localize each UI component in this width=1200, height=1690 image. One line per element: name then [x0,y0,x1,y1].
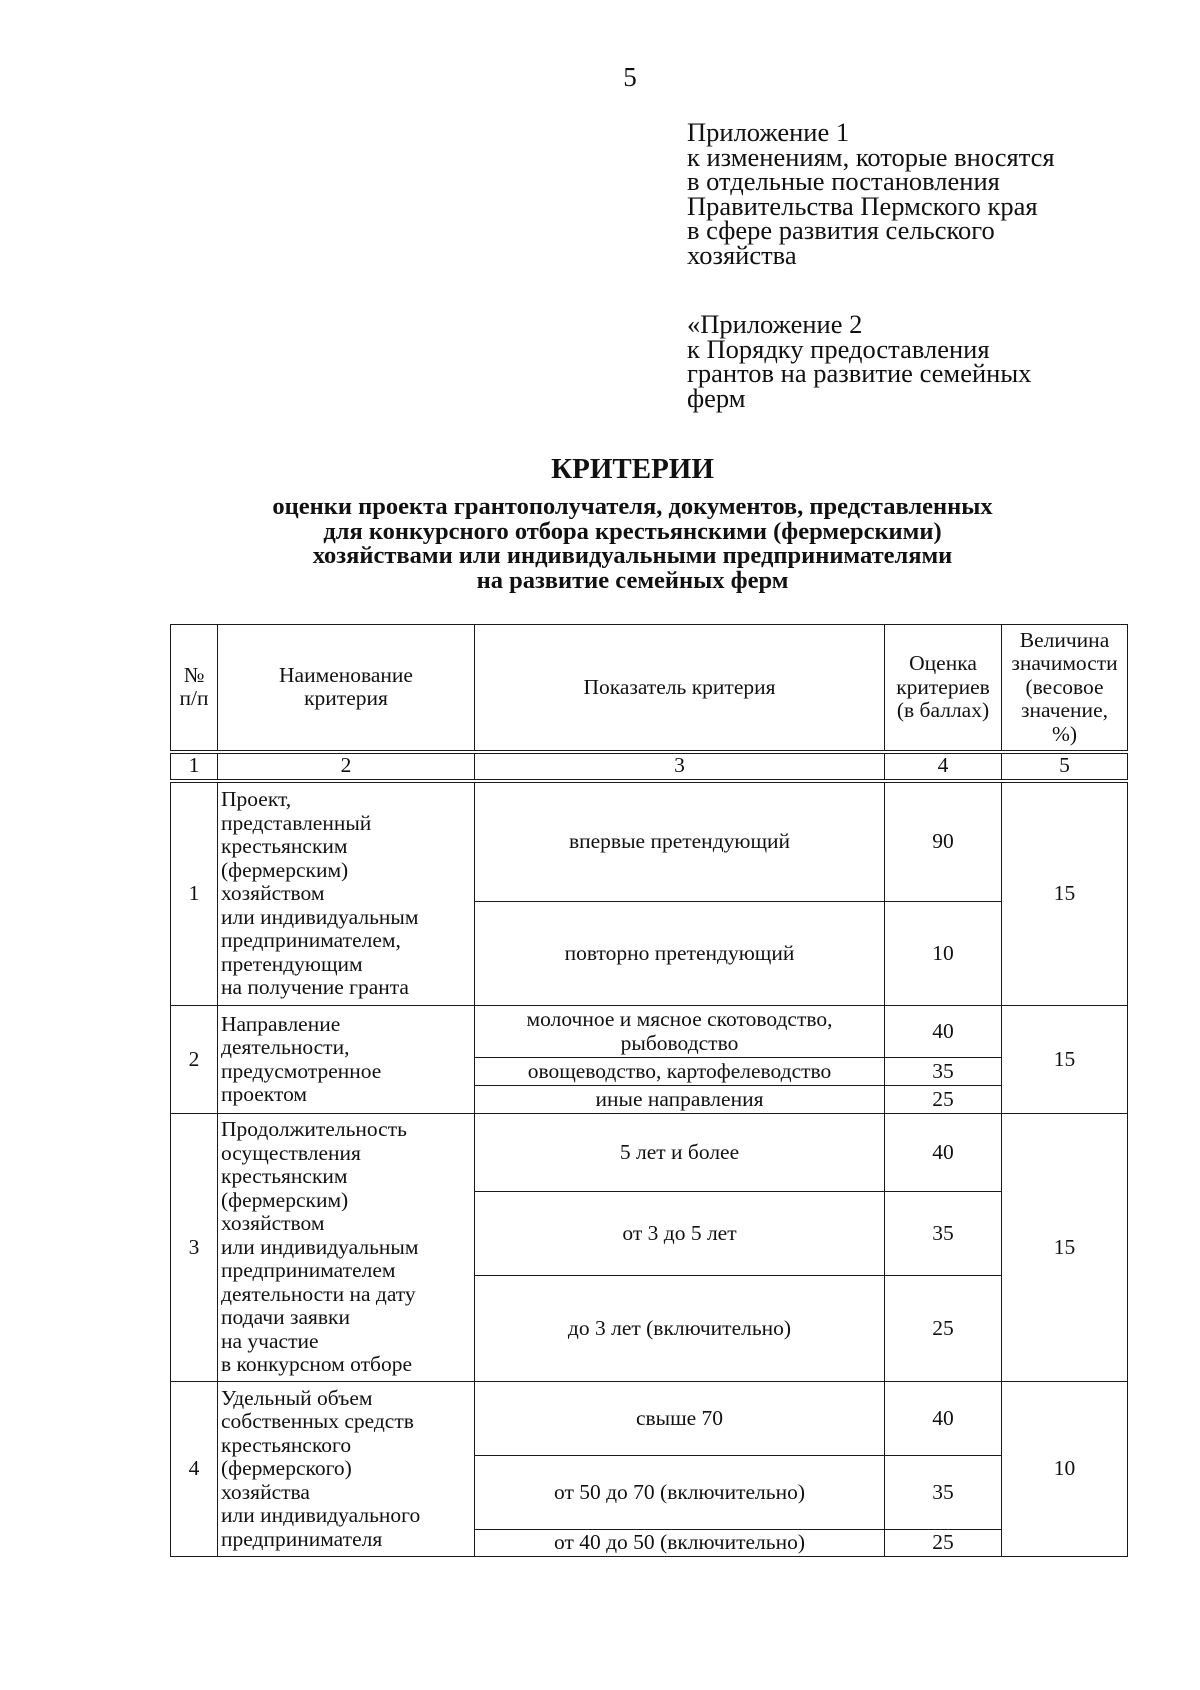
appendix-2-line: грантов на развитие семейных [687,358,1032,388]
criterion-indicator [475,1382,885,1456]
indicator-text: 5 лет и более [619,1139,740,1164]
criterion-indicator [475,1086,885,1114]
criterion-score: 90 [885,781,1002,902]
column-number: 5 [1002,752,1128,781]
criterion-name-line: Продолжительность [221,1117,407,1142]
appendix-1-line: в отдельные постановления [687,166,1000,196]
criterion-name-line: или индивидуальным [221,1234,419,1259]
criterion-score: 35 [885,1456,1002,1530]
criterion-name-line: крестьянским [221,1164,348,1189]
criterion-name-line: крестьянским [221,834,348,858]
table-header-row [171,625,1128,752]
criterion-score: 25 [885,1530,1002,1557]
criterion-name-line: (фермерского) [221,1456,352,1481]
appendix-1-line: в сфере развития сельского [687,215,995,245]
table-row [171,781,1128,902]
criterion-score: 25 [885,1086,1002,1114]
criterion-score: 40 [885,1382,1002,1456]
header-text: критериев [896,674,990,699]
criterion-weight: 10 [1002,1382,1128,1557]
criterion-name-line: деятельности, [221,1035,350,1059]
subtitle-line: на развитие семейных ферм [476,566,789,594]
criterion-score: 35 [885,1192,1002,1276]
header-weight [1002,625,1128,752]
indicator-text: повторно претендующий [564,940,795,965]
appendix-2-header [687,309,1107,413]
appendix-2-line: «Приложение 2 [687,309,863,339]
header-score [885,625,1002,752]
indicator-text: от 3 до 5 лет [622,1220,737,1245]
indicator-text: молочное и мясное скотоводство, [526,1007,833,1031]
column-number: 2 [218,752,475,781]
criterion-name-line: на получение гранта [221,975,409,999]
header-text: значение, [1021,698,1108,722]
criterion-indicator [475,1276,885,1382]
header-text: значимости [1011,651,1118,675]
header-text: Величина [1019,627,1110,652]
criterion-indicator [475,1530,885,1557]
criterion-name-line: или индивидуальным [221,904,419,929]
criteria-table [170,624,1128,1557]
header-text: Наименование [279,662,413,687]
appendix-2-line: ферм [687,382,746,413]
appendix-1-line: Правительства Пермского края [687,190,1038,221]
criterion-name-line: хозяйством [221,1211,325,1236]
indicator-text: впервые претендующий [568,829,791,853]
criterion-indicator [475,902,885,1006]
criterion-indicator [475,1456,885,1530]
criterion-indicator [475,1192,885,1276]
criterion-name-line: (фермерским) [221,857,349,882]
criterion-name-line: представленный [221,810,372,835]
criterion-indicator [475,1114,885,1192]
header-indicator [475,625,885,752]
criterion-weight: 15 [1002,1114,1128,1382]
appendix-1-header [687,117,1107,270]
indicator-text: свыше 70 [635,1405,724,1430]
criterion-score: 10 [885,902,1002,1006]
appendix-1-line: Приложение 1 [687,117,850,147]
column-number: 1 [171,752,218,781]
criterion-name-line: предпринимателя [221,1526,383,1551]
column-number-row [171,752,1128,781]
criterion-score: 25 [885,1276,1002,1382]
criterion-name-line: деятельности на дату [221,1281,416,1306]
criterion-name-line: в конкурсном отборе [221,1352,412,1377]
indicator-text: до 3 лет (включительно) [567,1315,792,1340]
indicator-text: от 50 до 70 (включительно) [554,1479,805,1504]
subtitle-line: оценки проекта грантополучателя, документов, представленных [272,493,993,520]
criterion-name-line: предпринимателем [221,1258,396,1283]
criterion-name-line: Проект, [221,787,292,811]
subtitle-line: для конкурсного отбора крестьянскими (фермерскими) [323,517,942,545]
criterion-score: 40 [885,1114,1002,1192]
criterion-name [218,1382,475,1557]
criterion-name-line: претендующим [221,951,363,976]
criterion-name-line: предусмотренное [221,1058,382,1083]
table-row [171,1114,1128,1192]
criterion-number: 4 [171,1382,218,1557]
header-text: критерия [304,686,388,711]
criterion-name-line: на участие [221,1328,319,1353]
criterion-name-line: крестьянского [221,1432,352,1457]
appendix-2-line: к Порядку предоставления [687,333,990,364]
criterion-number: 2 [171,1006,218,1114]
criterion-name [218,1006,475,1114]
criterion-weight: 15 [1002,1006,1128,1114]
criterion-name-line: хозяйства [221,1479,310,1504]
indicator-text: иные направления [595,1086,764,1111]
criterion-name-line: проектом [221,1082,308,1106]
column-number: 3 [475,752,885,781]
criterion-score: 35 [885,1058,1002,1086]
criterion-name-line: (фермерским) [221,1187,349,1212]
criterion-name-line: Направление [221,1011,341,1036]
table-row [171,1006,1128,1058]
criterion-weight: 15 [1002,781,1128,1006]
header-text: (в баллах) [896,698,990,722]
criterion-name-line: подачи заявки [221,1305,350,1330]
indicator-text: рыбоводство [620,1030,739,1055]
criterion-name-line: осуществления [221,1140,361,1165]
appendix-1-line: к изменениям, которые вносятся [687,141,1055,172]
column-number: 4 [885,752,1002,781]
header-text: Оценка [909,651,977,675]
header-name [218,625,475,752]
criterion-name-line: хозяйством [221,881,325,905]
appendix-1-line: хозяйства [687,239,797,270]
criterion-name-line: предпринимателем, [221,928,401,952]
criterion-name [218,781,475,1006]
criterion-name-line: или индивидуального [221,1503,421,1528]
header-text: (весовое [1025,674,1104,699]
criterion-indicator [475,1058,885,1086]
document-title: КРИТЕРИИ [551,453,714,485]
criterion-number: 1 [171,781,218,1006]
criterion-name-line: собственных средств [221,1409,414,1434]
table-row [171,1382,1128,1456]
header-text: %) [1051,721,1078,746]
header-text: п/п [179,686,209,711]
criterion-indicator [475,1006,885,1058]
criterion-name-line: Удельный объем [221,1385,373,1410]
header-num [171,625,218,752]
criterion-score: 40 [885,1006,1002,1058]
criterion-indicator [475,781,885,902]
criterion-number: 3 [171,1114,218,1382]
subtitle-line: хозяйствами или индивидуальными предпринимателями [312,542,953,569]
header-text: Показатель критерия [583,674,776,699]
document-subtitle [0,495,1200,593]
indicator-text: от 40 до 50 (включительно) [554,1530,805,1555]
page-number: 5 [623,62,637,92]
indicator-text: овощеводство, картофелеводство [527,1058,832,1083]
criterion-name [218,1114,475,1382]
header-text: № [183,662,205,687]
